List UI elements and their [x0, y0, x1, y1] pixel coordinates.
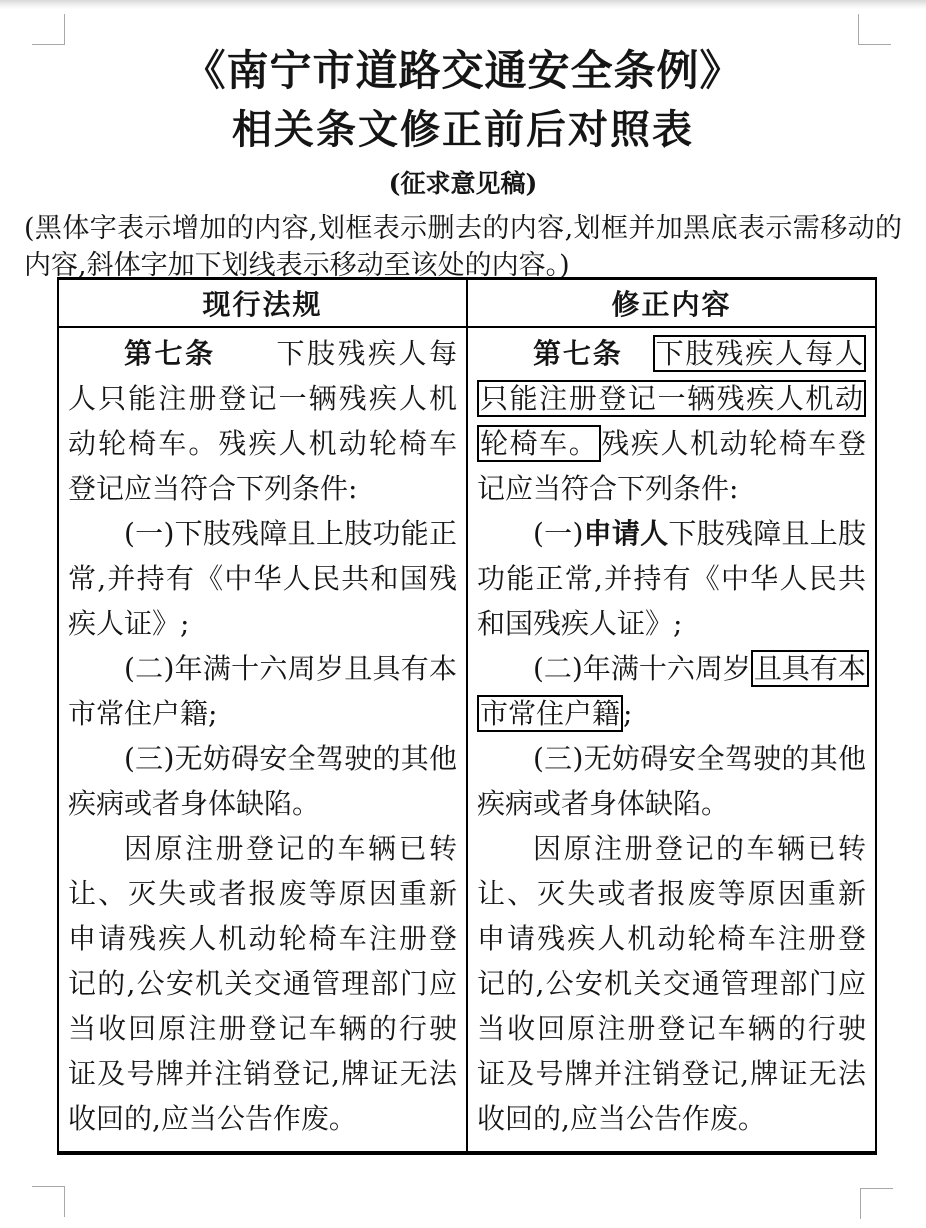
body-text: 下肢残疾人每人只能注册登记一辆残疾人机动轮椅车。残疾人机动轮椅车登记应当符合下列条件:: [68, 337, 457, 505]
page-margin-mark-bottom-left: [32, 1186, 65, 1217]
law-paragraph: [68, 511, 457, 646]
law-paragraph: [477, 736, 866, 826]
doc-subtitle: (征求意见稿): [388, 169, 538, 198]
amendment-cell: [467, 327, 876, 1153]
comparison-table: [57, 277, 877, 1155]
body-text: (二)年满十六周岁且具有本市常住户籍;: [68, 652, 457, 730]
body-text: 下肢残障且上肢功能正常,并持有《中华人民共和国残疾人证》;: [477, 517, 866, 640]
law-paragraph: [68, 826, 457, 1141]
page-margin-mark-bottom-right: [860, 1188, 893, 1219]
page-margin-mark-top-left: [32, 14, 65, 45]
law-paragraph: [477, 331, 866, 511]
body-text: (一)下肢残障且上肢功能正常,并持有《中华人民共和国残疾人证》;: [68, 517, 457, 640]
doc-title-line2: 相关条文修正前后对照表: [232, 107, 694, 153]
body-text: 残疾人机动轮椅车登记应当符合下列条件:: [477, 427, 866, 505]
body-text: (一): [533, 517, 584, 550]
law-paragraph: [477, 511, 866, 646]
body-text: 因原注册登记的车辆已转让、灭失或者报废等原因重新申请残疾人机动轮椅车注册登记的,公安机关交通管理部门应当收回原注册登记车辆的行驶证及号牌并注销登记,牌证无法收回的,应当公告作废。: [68, 832, 457, 1135]
law-paragraph: [68, 331, 457, 511]
law-paragraph: [477, 646, 866, 736]
added-text: 申请人: [583, 517, 669, 550]
added-text: 第七条: [533, 337, 623, 370]
body-text: (三)无妨碍安全驾驶的其他疾病或者身体缺陷。: [68, 742, 457, 820]
doc-title-line1: 《南宁市道路交通安全条例》: [183, 46, 743, 95]
page-margin-mark-top-right: [858, 14, 891, 45]
table-header-row: [58, 279, 876, 328]
doc-legend-note: (黑体字表示增加的内容,划框表示删去的内容,划框并加黑底表示需移动的内容,斜体字加下划线表示移动至该处的内容。): [24, 213, 902, 281]
body-text: (三)无妨碍安全驾驶的其他疾病或者身体缺陷。: [477, 742, 866, 820]
added-text: 第七条: [124, 337, 216, 370]
body-text: (二)年满十六周岁: [533, 652, 751, 685]
law-paragraph: [68, 646, 457, 736]
window-top-edge: [0, 0, 926, 9]
deleted-text: 下肢残疾人每人只能注册登记一辆残疾人机动轮椅车。: [477, 335, 866, 462]
table-body-row: [58, 327, 876, 1153]
body-text: 因原注册登记的车辆已转让、灭失或者报废等原因重新申请残疾人机动轮椅车注册登记的,公安机关交通管理部门应当收回原注册登记车辆的行驶证及号牌并注销登记,牌证无法收回的,应当公告作废。: [477, 832, 866, 1135]
deleted-text: 且具有本市常住户籍: [477, 650, 869, 732]
header-current-law: 现行法规: [58, 279, 467, 328]
law-paragraph: [477, 826, 866, 1141]
law-paragraph: [68, 736, 457, 826]
body-text: ;: [623, 697, 633, 730]
current-law-cell: [58, 327, 467, 1153]
header-amendment: 修正内容: [467, 279, 876, 328]
body-text: [623, 337, 653, 370]
